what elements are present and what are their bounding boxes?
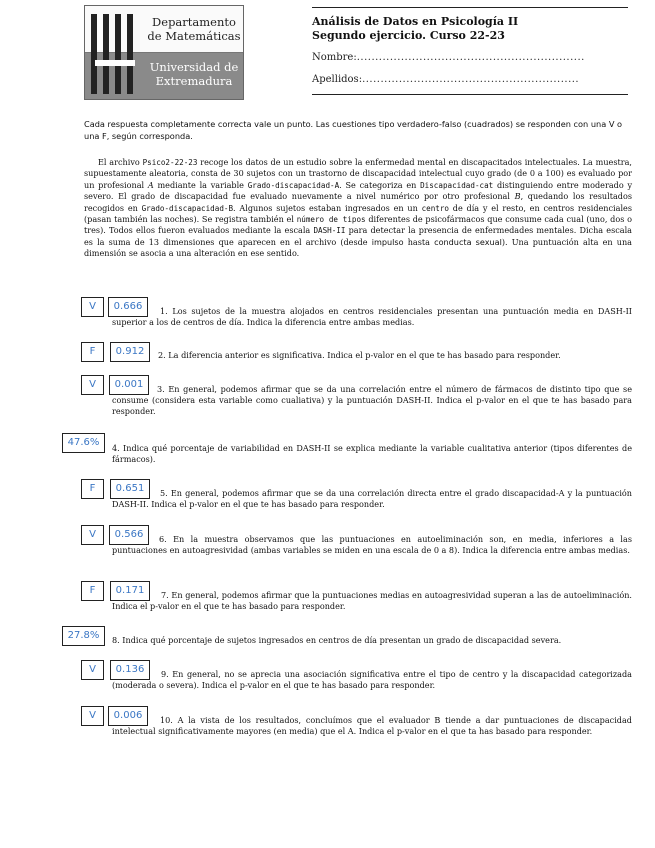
apellidos-label: Apellidos: <box>312 74 363 85</box>
apellidos-field[interactable] <box>312 74 579 85</box>
exam-title <box>312 15 518 43</box>
q1-text: 1. Los sujetos de la muestra alojados en centros residenciales presentan una puntuación media en DASH-II superior a los de centros de día. Indica la diferencia entre ambas medias. <box>112 306 632 327</box>
q4-answer-box[interactable]: 47.6% <box>62 433 105 453</box>
q7-answer-box[interactable]: 0.171 <box>110 581 150 601</box>
q2-text: 2. La diferencia anterior es significativa. Indica el p-valor en el que te has basado para responder. <box>158 350 561 360</box>
exam-title-line1: Análisis de Datos en Psicología II <box>312 15 519 28</box>
q5-true-false-box[interactable]: F <box>81 479 104 499</box>
q7-true-false-box[interactable]: F <box>81 581 104 601</box>
q8-text: 8. Indica qué porcentaje de sujetos ingresados en centros de día presentan un grado de discapacidad severa. <box>112 635 562 645</box>
q2-true-false-box[interactable]: F <box>81 342 104 362</box>
nombre-field[interactable] <box>312 52 585 63</box>
q7-text: 7. En general, podemos afirmar que la puntuaciones medias en autoagresividad superan a las de autoeliminación. Indica el p-valor en el que te has basado para responder. <box>112 590 632 611</box>
q3-true-false-box[interactable]: V <box>81 375 104 395</box>
q4-text: 4. Indica qué porcentaje de variabilidad en DASH-II se explica mediante la variable cualitativa anterior (tipos diferentes de fármacos). <box>112 443 632 464</box>
q3-text: 3. En general, podemos afirmar que se da una correlación entre el número de fármacos de distinto tipo que se consume (considera esta variable como cualiativa) y la puntuación DASH-II. Indica el p-valor en el que te has basado para responder. <box>112 384 632 416</box>
q8-answer-box[interactable]: 27.8% <box>62 626 105 646</box>
apellidos-dots: ........................................................... <box>362 74 580 85</box>
q9-true-false-box[interactable]: V <box>81 660 104 680</box>
university-logo <box>84 5 244 100</box>
q10-answer-box[interactable]: 0.006 <box>108 706 148 726</box>
q9-text: 9. En general, no se aprecia una asociación significativa entre el tipo de centro y la discapacidad categorizada (moderada o severa). Indica el p-valor en el que te has basado para responder. <box>112 669 632 690</box>
university-name: Universidad de Extremadura <box>149 60 239 88</box>
q2-answer-box[interactable]: 0.912 <box>110 342 150 362</box>
q10-text: 10. A la vista de los resultados, concluímos que el evaluador B tiende a dar puntuaciones de discapacidad intelectual significativamente mayores (en media) que el A. Indica el p-valor en el que ta has basado para responder. <box>112 715 632 736</box>
q5-text: 5. En general, podemos afirmar que se da una correlación directa entre el grado discapacidad-A y la puntuación DASH-II. Indica el p-valor en el que te has basado para responder. <box>112 488 632 509</box>
nombre-dots: .............................................................. <box>356 52 585 63</box>
q1-answer-box[interactable]: 0.666 <box>108 297 148 317</box>
q5-answer-box[interactable]: 0.651 <box>110 479 150 499</box>
file-name: Psico2-22-23 <box>142 158 198 167</box>
pillars-emblem <box>91 14 143 94</box>
nombre-label: Nombre: <box>312 52 357 63</box>
exam-title-line2: Segundo ejercicio. Curso 22-23 <box>312 29 505 42</box>
study-description: El archivo Psico2-22-23 recoge los datos de un estudio sobre la enfermedad mental en discapacitados intelectuales. La muestra, supuestamente aleatoria, consta de 30 sujetos con un trastorno de discapacidad intelectual cuyo grado (de 0 a 100) es evaluado por un profesional A mediante la variable Grado-discapacidad-A. Se categoriza en Discapacidad-cat distinguiendo entre moderado y severo. El grado de discapacidad fue evaluado nuevamente a nivel numérico por otro profesional B, quedando los resultados recogidos en Grado-discapacidad-B. Algunos sujetos estaban ingresados en un centro de día y el resto, en centros residenciales (pasan también las noches). Se registra también el número de tipos diferentes de psicofármacos que consume cada cual (uno, dos o tres). Todos ellos fueron evaluados mediante la escala DASH-II para detectar la presencia de enfermedades mentales. Dicha escala es la suma de 13 dimensiones que aparecen en el archivo (desde impulso hasta conducta sexual). Una puntuación alta en una dimensión se asocia a una alteración en ese sentido. <box>84 157 633 259</box>
q9-answer-box[interactable]: 0.136 <box>110 660 150 680</box>
instructions: Cada respuesta completamente correcta vale un punto. Las cuestiones tipo verdadero-falso (cuadrados) se responden con una V o una F, según corresponda. <box>84 119 623 141</box>
q10-true-false-box[interactable]: V <box>81 706 104 726</box>
q3-answer-box[interactable]: 0.001 <box>109 375 149 395</box>
q6-answer-box[interactable]: 0.566 <box>109 525 149 545</box>
q6-text: 6. En la muestra observamos que las puntuaciones en autoeliminación son, en media, inferiores a las puntuaciones en autoagresividad (ambas variables se miden en una escala de 0 a 8). Indica la diferencia entre ambas medias. <box>112 534 632 555</box>
header-top-rule <box>312 7 628 8</box>
q1-true-false-box[interactable]: V <box>81 297 104 317</box>
header-bottom-rule <box>312 94 628 95</box>
department-name: Departamento de Matemáticas <box>147 15 241 43</box>
q6-true-false-box[interactable]: V <box>81 525 104 545</box>
